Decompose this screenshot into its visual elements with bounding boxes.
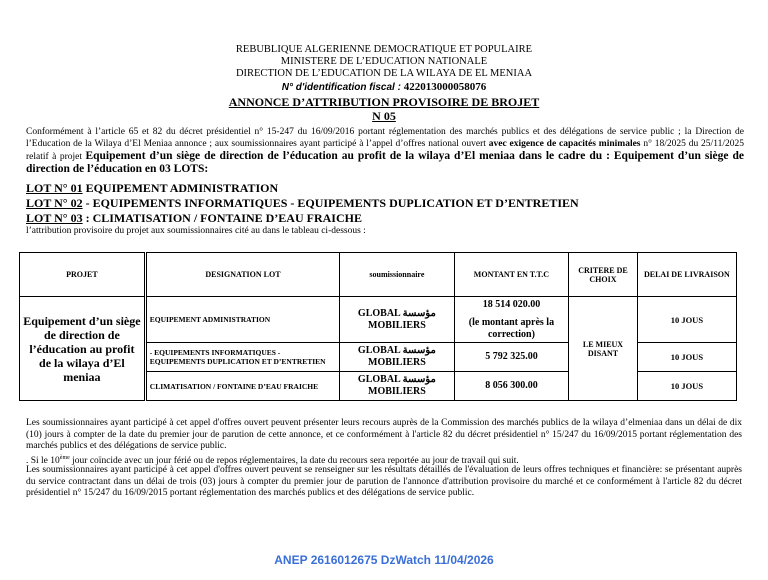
- header-montant: MONTANT EN T.T.C: [454, 253, 569, 297]
- header-designation: DESIGNATION LOT: [145, 253, 339, 297]
- header-direction: DIRECTION DE L’EDUCATION DE LA WILAYA DE EL MENIAA: [235, 68, 533, 79]
- attribution-table: [19, 252, 737, 401]
- lot-1: [26, 181, 278, 195]
- lot-1-label: EQUIPEMENT ADMINISTRATION: [85, 181, 279, 195]
- soumissionnaire-arabic: مؤسسة: [402, 307, 436, 319]
- soumissionnaire-name-2: MOBILIERS: [368, 357, 426, 368]
- header-ministry: MINISTERE DE L’EDUCATION NATIONALE: [280, 56, 488, 67]
- fiscal-id-value: 422013000058076: [403, 81, 487, 93]
- montant-note: (le montant après la correction): [468, 316, 555, 340]
- footer-holiday-pre: . Si le 10: [26, 456, 60, 467]
- intro-bold-2: Equipement d’un siège de direction de l’éducation au profit de la wilaya d’El meniaa dans le cadre du : Equipement d’un siège de direction de l’éducation en 03 LOTS:: [26, 150, 744, 175]
- header-delai: DELAI DE LIVRAISON: [637, 253, 736, 297]
- designation-cell: CLIMATISATION / FONTAINE D’EAU FRAICHE: [145, 372, 339, 401]
- delai-cell: 10 JOUS: [637, 372, 736, 401]
- footer-holiday-post: jour coïncide avec un jour férié ou de repos réglementaires, la date du recours sera reportée au jour de travail qui suit.: [69, 456, 519, 467]
- soumissionnaire-cell: [340, 297, 455, 343]
- soumissionnaire-arabic: مؤسسة: [402, 345, 436, 356]
- footer-renseigner: Les soumissionnaires ayant participé à cet appel d'offres ouvert peuvent se renseigner sur les résultats détaillés de l'évaluation de leurs offres techniques et financière: se présentant auprès du service contractant dans un délai de trois (03) jours à compter du premier jour de parution de l'annonce d'attribution provisoire du marché et ce conformément à l'article 82 du décret présidentiel n° 15/247 du 16/09/2015 portant réglementation des marchés publics et des délégations de service public.: [26, 465, 742, 498]
- fiscal-id-label: N° d'identification fiscal :: [281, 82, 401, 93]
- lot-1-number: LOT N° 01: [26, 181, 83, 195]
- lot-2-label: - EQUIPEMENTS INFORMATIQUES - EQUIPEMENTS DUPLICATION ET D’ENTRETIEN: [85, 196, 579, 210]
- delai-cell: 10 JOUS: [637, 343, 736, 372]
- soumissionnaire-cell: [340, 372, 455, 401]
- anep-reference: ANEP 2616012675 DzWatch 11/04/2026: [274, 553, 494, 567]
- soumissionnaire-name-2: MOBILIERS: [368, 319, 426, 331]
- soumissionnaire-arabic: مؤسسة: [402, 374, 436, 385]
- designation-cell: - EQUIPEMENTS INFORMATIQUES - EQUIPEMENTS DUPLICATION ET D’ENTRETIEN: [145, 343, 339, 372]
- intro-paragraph: [26, 126, 744, 176]
- projet-cell: Equipement d’un siège de direction de l’éducation au profit de la wilaya d’El meniaa: [20, 297, 146, 401]
- delai-cell: 10 JOUS: [637, 297, 736, 343]
- announcement-number: N 05: [372, 109, 396, 123]
- designation-cell: EQUIPEMENT ADMINISTRATION: [145, 297, 339, 343]
- header-soumissionnaire: soumissionnaire: [340, 253, 455, 297]
- soumissionnaire-name: GLOBAL: [357, 374, 401, 385]
- table-row: [20, 297, 737, 343]
- footer-recours: Les soumissionnaires ayant participé à cet appel d'offres ouvert peuvent présenter leurs recours auprès de la Commission des marchés publics de la wilaya d’elmeniaa dans un délai de dix (10) jours à compter de la date du premier jour de parution de cette annonce, et ce conformément à l'article 82 du décret présidentiel n° 15/247 du 16/09/2015 portant réglementation des marchés publics et des délégations de service public.: [26, 418, 742, 451]
- lot-2: [26, 196, 579, 210]
- soumissionnaire-cell: [340, 343, 455, 372]
- montant-cell: 8 056 300.00: [454, 372, 569, 401]
- intro-text-2: n° 18/2025 du 25/11/2025 relatif à projet: [26, 139, 744, 162]
- lot-3-label: : CLIMATISATION / FONTAINE D’EAU FRAICHE: [85, 211, 362, 225]
- table-header-row: [20, 253, 737, 297]
- lot-2-number: LOT N° 02: [26, 196, 83, 210]
- table-intro: l’attribution provisoire du projet aux soumissionnaires cité au dans le tableau ci-dessous :: [26, 226, 366, 236]
- announcement-title: ANNONCE D’ATTRIBUTION PROVISOIRE DE BROJET: [228, 95, 540, 109]
- critere-cell: LE MIEUX DISANT: [569, 297, 638, 401]
- soumissionnaire-name-2: MOBILIERS: [368, 386, 426, 397]
- montant-cell: 5 792 325.00: [454, 343, 569, 372]
- montant-cell: [454, 297, 569, 343]
- lot-3-number: LOT N° 03: [26, 211, 83, 225]
- header-republic: REBUBLIQUE ALGERIENNE DEMOCRATIQUE ET POPULAIRE: [235, 44, 533, 55]
- montant-value: 18 514 020.00: [482, 298, 541, 310]
- fiscal-id: [0, 81, 768, 93]
- header-critere: CRITERE DE CHOIX: [569, 253, 638, 297]
- intro-bold-1: avec exigence de capacités minimales: [488, 139, 641, 149]
- soumissionnaire-name: GLOBAL: [357, 307, 401, 319]
- footer-holiday-sup: ème: [59, 455, 70, 461]
- soumissionnaire-name: GLOBAL: [357, 345, 401, 356]
- header-projet: PROJET: [20, 253, 146, 297]
- lot-3: [26, 211, 362, 225]
- intro-text-1: Conformément à l’article 65 et 82 du décret présidentiel n° 15-247 du 16/09/2016 portant réglementation des marchés publics et des délégations de service public ; la Direction de l’Education de la Wilaya d’El Meniaa annonce ; aux soumissionnaires ayant participé à l’appel d’offres national ouvert: [26, 127, 744, 149]
